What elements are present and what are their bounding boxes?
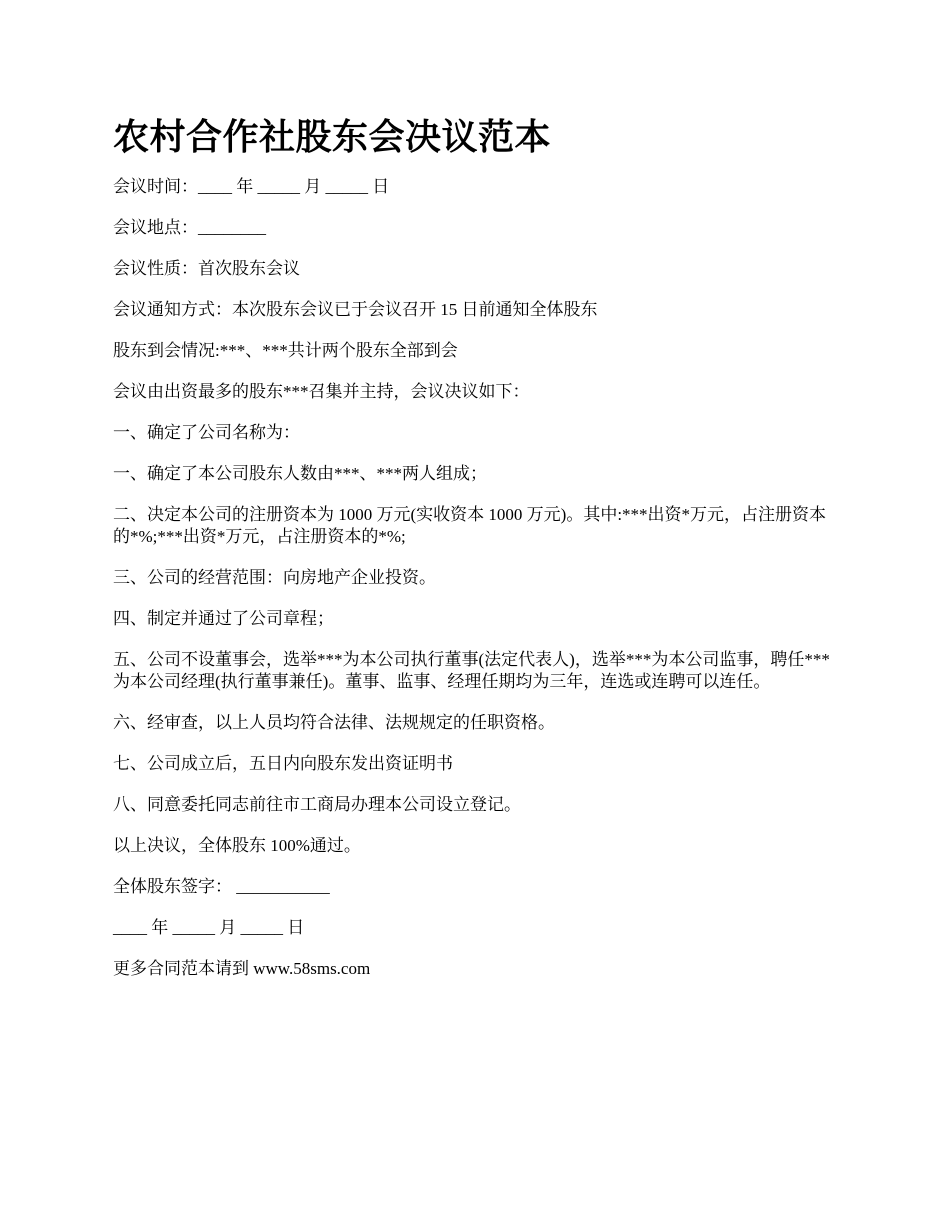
meeting-nature: 会议性质：首次股东会议 <box>113 259 300 278</box>
resolution-item-registration: 八、同意委托同志前往市工商局办理本公司设立登记。 <box>113 795 521 814</box>
document-page <box>113 112 843 999</box>
resolution-item-qualification: 六、经审查，以上人员均符合法律、法规规定的任职资格。 <box>113 713 555 732</box>
shareholder-attendance: 股东到会情况:***、***共计两个股东全部到会 <box>113 341 458 360</box>
document-title: 农村合作社股东会决议范本 <box>113 117 552 157</box>
meeting-notice-method: 会议通知方式：本次股东会议已于会议召开 15 日前通知全体股东 <box>113 300 598 319</box>
resolution-item-scope: 三、公司的经营范围：向房地产企业投资。 <box>113 568 436 587</box>
signature-date-line: ____ 年 _____ 月 _____ 日 <box>113 918 305 937</box>
resolution-item-articles: 四、制定并通过了公司章程； <box>113 609 334 628</box>
meeting-host: 会议由出资最多的股东***召集并主持，会议决议如下： <box>113 382 530 401</box>
meeting-location: 会议地点：________ <box>113 218 266 237</box>
resolution-item-company-name: 一、确定了公司名称为： <box>113 423 300 442</box>
resolution-item-officers: 五、公司不设董事会，选举***为本公司执行董事(法定代表人)，选举***为本公司监事，聘任***为本公司经理(执行董事兼任)。董事、监事、经理任期均为三年，连选或连聘可以连任。 <box>113 650 830 691</box>
resolution-approval: 以上决议，全体股东 100%通过。 <box>113 836 361 855</box>
resolution-item-capital: 二、决定本公司的注册资本为 1000 万元(实收资本 1000 万元)。其中:***出资*万元，占注册资本的*%;***出资*万元，占注册资本的*%; <box>113 505 827 546</box>
footer-more-templates: 更多合同范本请到 www.58sms.com <box>113 959 371 978</box>
meeting-time: 会议时间：____ 年 _____ 月 _____ 日 <box>113 177 390 196</box>
resolution-item-certificate: 七、公司成立后，五日内向股东发出资证明书 <box>113 754 453 773</box>
shareholder-signature-line: 全体股东签字： ___________ <box>113 877 330 896</box>
resolution-item-shareholders: 一、确定了本公司股东人数由***、***两人组成； <box>113 464 487 483</box>
